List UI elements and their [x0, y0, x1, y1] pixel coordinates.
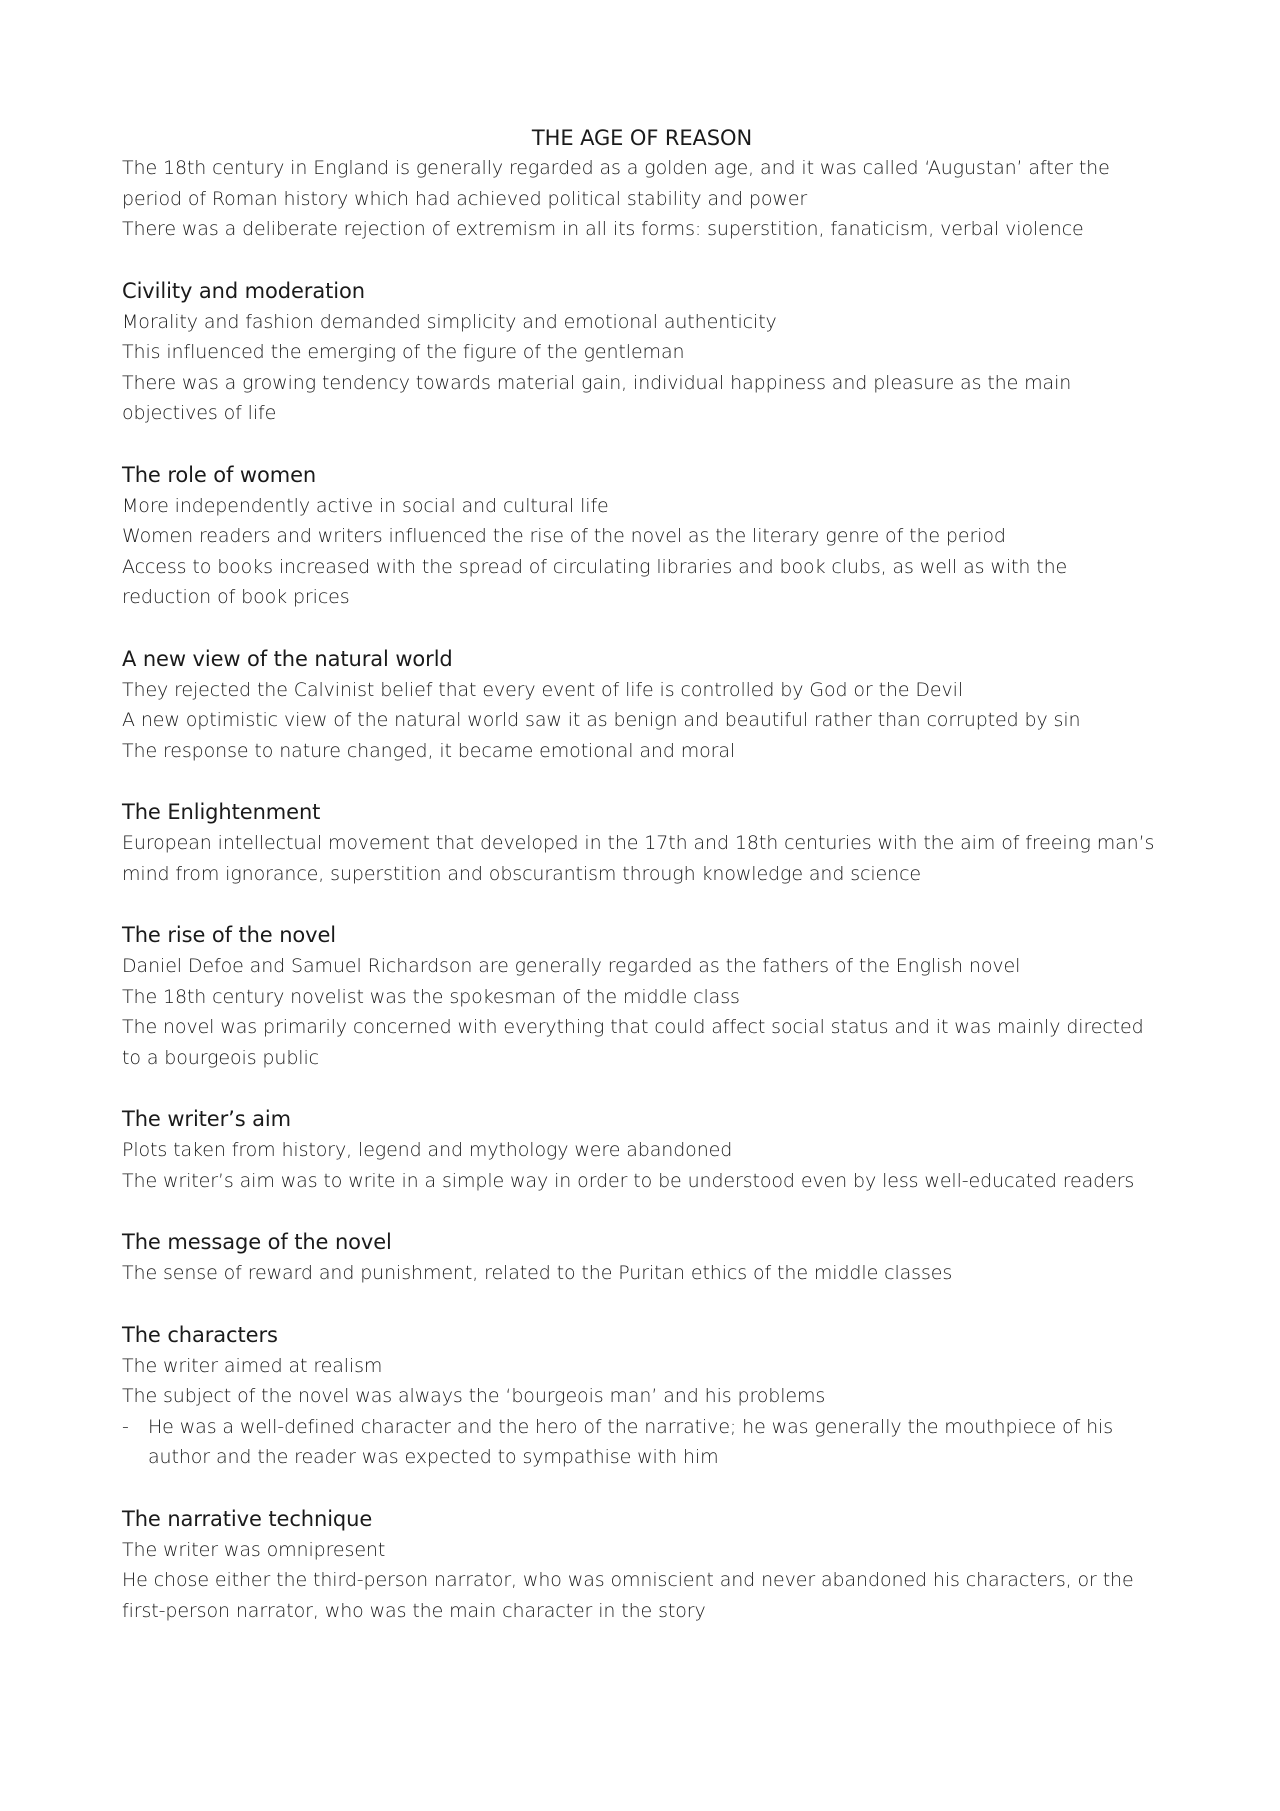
section-heading: The characters [122, 1322, 278, 1347]
section-line: The writer’s aim was to write in a simple way in order to be understood even by less well-educated readers [122, 1169, 1135, 1192]
section-heading: The writer’s aim [122, 1107, 292, 1131]
section-heading: The rise of the novel [122, 923, 337, 947]
document-body [122, 123, 1162, 1626]
section-women [122, 459, 1162, 613]
section-line: The writer was omnipresent [122, 1538, 386, 1561]
section-line: Access to books increased with the spread of circulating libraries and book clubs, as well as with the reduction of book prices [122, 555, 1068, 608]
page-title: THE AGE OF REASON [531, 126, 753, 150]
section-line: Daniel Defoe and Samuel Richardson are generally regarded as the fathers of the English novel [122, 955, 1021, 977]
section-line: Plots taken from history, legend and mythology were abandoned [122, 1139, 733, 1161]
section-heading: The role of women [122, 462, 317, 487]
section-line: The novel was primarily concerned with everything that could affect social status and it was mainly directed to a bourgeois public [122, 1016, 1144, 1069]
intro-paragraph: There was a deliberate rejection of extremism in all its forms: superstition, fanaticism, verbal violence [122, 218, 1084, 240]
intro-paragraph: The 18th century in England is generally regarded as a golden age, and it was called ‘Augustan’ after the period of Roman history which had achieved political stability and power [122, 157, 1110, 210]
section-line: They rejected the Calvinist belief that every event of life is controlled by God or the Devil [122, 678, 964, 701]
section-natural-world [122, 643, 1162, 767]
section-rise-of-novel [122, 919, 1162, 1073]
section-line: The sense of reward and punishment, related to the Puritan ethics of the middle classes [122, 1262, 953, 1284]
section-heading: The Enlightenment [122, 800, 321, 824]
dash-bullet-icon: - [122, 1415, 129, 1438]
section-heading: A new view of the natural world [122, 646, 453, 671]
section-line: The response to nature changed, it became emotional and moral [122, 739, 736, 762]
intro-section [122, 153, 1162, 245]
section-line: This influenced the emerging of the figure of the gentleman [122, 341, 685, 363]
section-civility [122, 275, 1162, 429]
section-heading: The message of the novel [122, 1230, 392, 1254]
section-narrative-technique [122, 1503, 1162, 1627]
section-enlightenment [122, 796, 1162, 889]
section-line: European intellectual movement that developed in the 17th and 18th centuries with the aim of freeing man’s mind from ignorance, superstition and obscurantism through knowledge and science [122, 832, 1155, 885]
section-heading: Civility and moderation [122, 278, 365, 303]
section-line: The 18th century novelist was the spokesman of the middle class [122, 985, 740, 1008]
bullet-item [122, 1412, 1162, 1473]
section-line: A new optimistic view of the natural world saw it as benign and beautiful rather than corrupted by sin [122, 709, 1081, 731]
section-message [122, 1226, 1162, 1289]
bullet-text: He was a well-defined character and the hero of the narrative; he was generally the mouthpiece of his author and the reader was expected to sympathise with him [148, 1415, 1114, 1468]
section-line: He chose either the third-person narrator, who was omniscient and never abandoned his characters, or the first-person narrator, who was the main character in the story [122, 1569, 1134, 1622]
section-heading: The narrative technique [122, 1506, 373, 1531]
section-line: More independently active in social and cultural life [122, 494, 609, 517]
section-characters [122, 1319, 1162, 1473]
section-line: The writer aimed at realism [122, 1354, 383, 1377]
section-line: Morality and fashion demanded simplicity and emotional authenticity [122, 310, 777, 333]
section-writers-aim [122, 1103, 1162, 1196]
section-line: There was a growing tendency towards material gain, individual happiness and pleasure as the main objectives of life [122, 371, 1072, 424]
section-line: Women readers and writers influenced the rise of the novel as the literary genre of the period [122, 525, 1006, 547]
section-line: The subject of the novel was always the ‘bourgeois man’ and his problems [122, 1385, 826, 1407]
